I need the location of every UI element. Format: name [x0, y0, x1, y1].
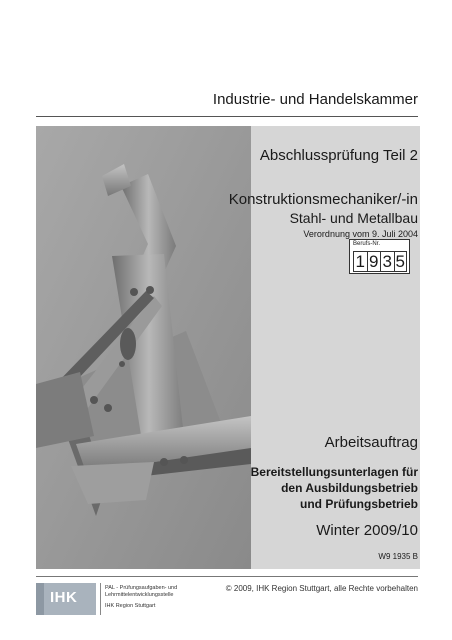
profession-number-digit: 1 [353, 251, 367, 272]
ihk-logo-mark [36, 583, 96, 615]
logo-caption-line: Lehrmittelentwicklungsstelle [105, 592, 174, 598]
specialty-title: Stahl- und Metallbau [289, 210, 418, 226]
document-code: W9 1935 B [378, 552, 418, 561]
ihk-pal-logo [36, 583, 177, 615]
document-type-line: Bereitstellungsunterlagen für [250, 465, 418, 479]
profession-number-digit: 3 [380, 251, 394, 272]
document-type-line: den Ausbildungsbetrieb [281, 481, 418, 495]
logo-notch [36, 583, 44, 615]
profession-number-box [349, 239, 410, 274]
copyright-notice: © 2009, IHK Region Stuttgart, alle Rechte vorbehalten [225, 584, 418, 593]
document-type [251, 464, 418, 512]
document-type-line: und Prüfungsbetrieb [300, 497, 418, 511]
logo-divider [100, 583, 101, 615]
profession-number-digits [353, 251, 407, 272]
logo-caption-line: PAL - Prüfungsaufgaben- und [105, 585, 178, 591]
occupation-title: Konstruktionsmechaniker/-in [228, 191, 418, 208]
exam-session: Winter 2009/10 [316, 522, 418, 539]
task-title: Arbeitsauftrag [324, 434, 418, 451]
profession-number-digit: 9 [367, 251, 381, 272]
chamber-title: Industrie- und Handelskammer [212, 91, 418, 108]
footer-divider [36, 576, 418, 577]
regulation-note: Verordnung vom 9. Juli 2004 [303, 229, 418, 239]
profession-number-label: Berufs-Nr. [353, 241, 381, 247]
logo-caption [105, 583, 177, 615]
steel-construction-photo [36, 126, 251, 569]
ihk-logo-text: IHK [50, 589, 78, 606]
exam-title: Abschlussprüfung Teil 2 [259, 147, 418, 164]
header-divider [36, 116, 418, 117]
logo-caption-line: IHK Region Stuttgart [105, 603, 156, 609]
profession-number-digit: 5 [394, 251, 408, 272]
